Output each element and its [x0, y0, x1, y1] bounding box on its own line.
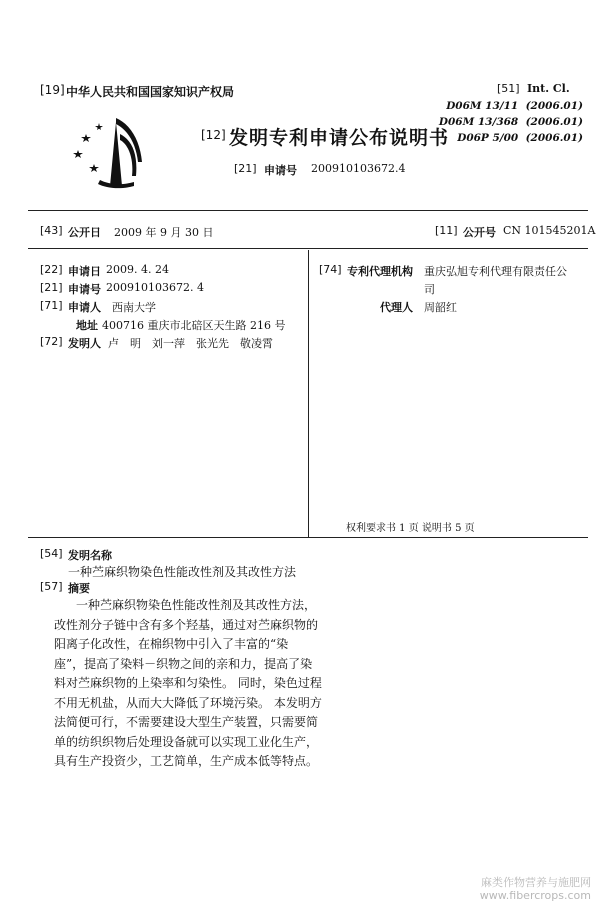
ipc-list — [439, 98, 583, 146]
biblio-appno-code: [21] — [40, 281, 63, 294]
title-code: [54] — [40, 547, 63, 560]
abstract-line: 单的纺织织物后处理设备就可以实现工业化生产， — [54, 734, 319, 749]
abstract-text — [54, 596, 322, 772]
abstract-line: 法简便可行，不需要建设大型生产装置，只需要简 — [54, 715, 319, 729]
abstract-code: [57] — [40, 580, 63, 593]
ipc-entry: D06M 13/11 (2006.01) — [446, 100, 583, 112]
divider — [28, 537, 588, 538]
address-value: 400716 重庆市北碚区天生路 216 号 — [102, 319, 286, 332]
ipc-code: [51] — [497, 82, 520, 95]
applicant-value: 西南大学 — [112, 301, 156, 314]
agent-label: 代理人 — [380, 301, 413, 314]
agency-code: [74] — [319, 263, 342, 276]
biblio-appno-value: 200910103672. 4 — [106, 281, 204, 294]
office-code: [19] — [40, 83, 65, 97]
pub-date-value: 2009 年 9 月 30 日 — [114, 226, 214, 239]
watermark — [480, 876, 591, 902]
column-divider — [308, 250, 309, 537]
ipc-entry: D06M 13/368 (2006.01) — [438, 116, 583, 128]
abstract-line: 座”，提高了染料－织物之间的亲和力，提高了染 — [54, 656, 313, 671]
ipc-entry: D06P 5/00 (2006.01) — [457, 132, 583, 144]
title-label: 发明名称 — [68, 549, 112, 562]
pages-note: 权利要求书 1 页 说明书 5 页 — [346, 523, 475, 534]
biblio-appno-label: 申请号 — [68, 283, 101, 296]
abstract-line: 阳离子化改性，在棉织物中引入了丰富的“染 — [54, 637, 289, 651]
watermark-line: 麻类作物营养与施肥网 — [481, 876, 591, 889]
abstract-line: 一种苎麻织物染色性能改性剂及其改性方法， — [76, 598, 317, 612]
address-label: 地址 — [76, 319, 98, 332]
applicant-code: [71] — [40, 299, 63, 312]
pub-date-label: 公开日 — [68, 226, 101, 239]
office-name: 中华人民共和国国家知识产权局 — [66, 85, 235, 99]
filing-date-label: 申请日 — [68, 265, 101, 278]
ipc-label: Int. Cl. — [527, 82, 570, 95]
filing-date-value: 2009. 4. 24 — [106, 263, 169, 276]
pubno-label: 公开号 — [463, 226, 496, 239]
agency-value: 重庆弘旭专利代理有限责任公 — [424, 265, 567, 278]
inventor-code: [72] — [40, 335, 63, 348]
inventors-value: 卢 明 刘一萍 张光先 敬凌霄 — [108, 337, 273, 350]
inventor-label: 发明人 — [68, 337, 101, 350]
header-appno-label: 申请号 — [264, 164, 297, 177]
sipo-emblem-logo — [70, 110, 170, 192]
agency-value-cont: 司 — [424, 283, 435, 296]
abstract-line: 具有生产投资少，工艺简单，生产成本低等特点。 — [54, 754, 319, 768]
invention-title: 一种苎麻织物染色性能改性剂及其改性方法 — [68, 565, 297, 579]
pubno-value: CN 101545201A — [503, 224, 596, 237]
abstract-line: 改性剂分子链中含有多个羟基，通过对苎麻织物的 — [54, 617, 319, 632]
watermark-url: www.fibercrops.com — [479, 889, 591, 902]
header-appno-value: 200910103672.4 — [311, 162, 406, 175]
abstract-line: 料对苎麻织物的上染率和匀染性。 同时，染色过程 — [54, 676, 322, 690]
abstract-label: 摘要 — [68, 582, 90, 595]
header-appno-code: [21] — [234, 162, 257, 175]
doc-type-code: [12] — [201, 128, 226, 142]
agency-label: 专利代理机构 — [347, 265, 413, 278]
pub-date-code: [43] — [40, 224, 63, 237]
filing-date-code: [22] — [40, 263, 63, 276]
pubno-code: [11] — [435, 224, 458, 237]
agent-value: 周韶红 — [424, 301, 457, 314]
doc-type-title: 发明专利申请公布说明书 — [229, 127, 450, 149]
applicant-label: 申请人 — [68, 301, 101, 314]
divider — [28, 248, 588, 249]
abstract-line: 不用无机盐，从而大大降低了环境污染。 本发明方 — [54, 695, 322, 710]
divider — [28, 210, 588, 211]
